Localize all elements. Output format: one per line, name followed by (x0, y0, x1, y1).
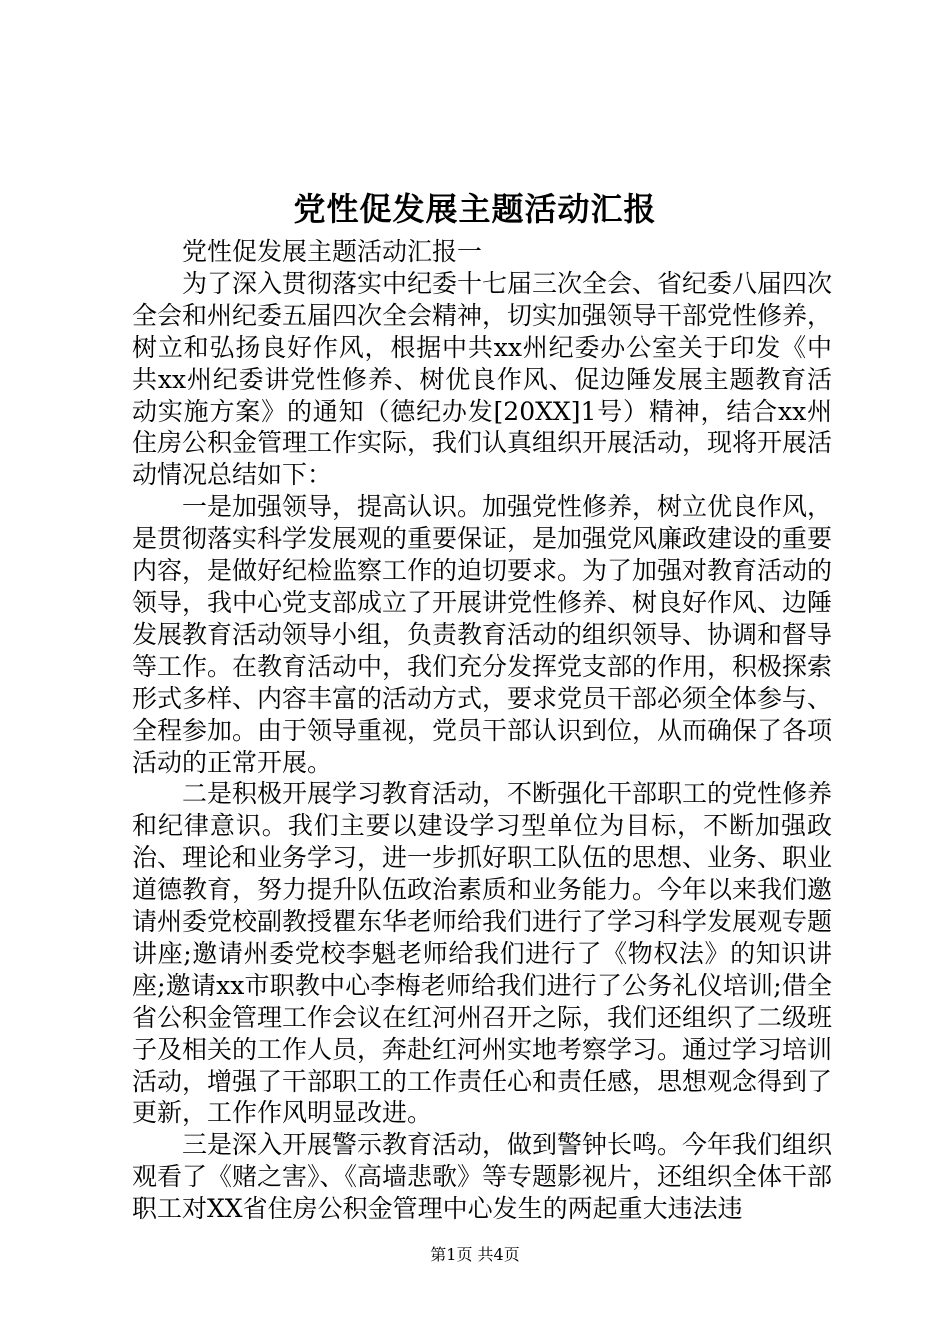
paragraph-intro: 为了深入贯彻落实中纪委十七届三次全会、省纪委八届四次全会和州纪委五届四次全会精神，切实加强领导干部党性修养，树立和弘扬良好作风，根据中共xx州纪委办公室关于印发《中共xx州纪委讲党性修养、树优良作风、促边陲发展主题教育活动实施方案》的通知（德纪办发[20XX]1号）精神，结合xx州住房公积金管理工作实际，我们认真组织开展活动，现将开展活动情况总结如下： (132, 268, 833, 490)
page-footer: 第1页 共4页 (430, 1245, 520, 1264)
paragraph-study: 二是积极开展学习教育活动，不断强化干部职工的党性修养和纪律意识。我们主要以建设学习型单位为目标，不断加强政治、理论和业务学习，进一步抓好职工队伍的思想、业务、职业道德教育，努力提升队伍政治素质和业务能力。今年以来我们邀请州委党校副教授瞿东华老师给我们进行了学习科学发展观专题讲座;邀请州委党校李魁老师给我们进行了《物权法》的知识讲座;邀请xx市职教中心李梅老师给我们进行了公务礼仪培训;借全省公积金管理工作会议在红河州召开之际，我们还组织了二级班子及相关的工作人员，奔赴红河州实地考察学习。通过学习培训活动，增强了干部职工的工作责任心和责任感，思想观念得到了更新，工作作风明显改进。 (132, 779, 833, 1128)
document-title: 党性促发展主题活动汇报 (293, 190, 657, 228)
document-body (132, 236, 832, 1225)
document-subtitle: 党性促发展主题活动汇报一 (182, 237, 483, 266)
paragraph-warning: 三是深入开展警示教育活动，做到警钟长鸣。今年我们组织观看了《赌之害》、《高墙悲歌》等专题影视片，还组织全体干部职工对XX省住房公积金管理中心发生的两起重大违法违 (132, 1130, 833, 1224)
paragraph-leadership: 一是加强领导，提高认识。加强党性修养，树立优良作风，是贯彻落实科学发展观的重要保证，是加强党风廉政建设的重要内容，是做好纪检监察工作的迫切要求。为了加强对教育活动的领导，我中心党支部成立了开展讲党性修养、树良好作风、边陲发展教育活动领导小组，负责教育活动的组织领导、协调和督导等工作。在教育活动中，我们充分发挥党支部的作用，积极探索形式多样、内容丰富的活动方式，要求党员干部必须全体参与、全程参加。由于领导重视，党员干部认识到位，从而确保了各项活动的正常开展。 (132, 492, 833, 777)
